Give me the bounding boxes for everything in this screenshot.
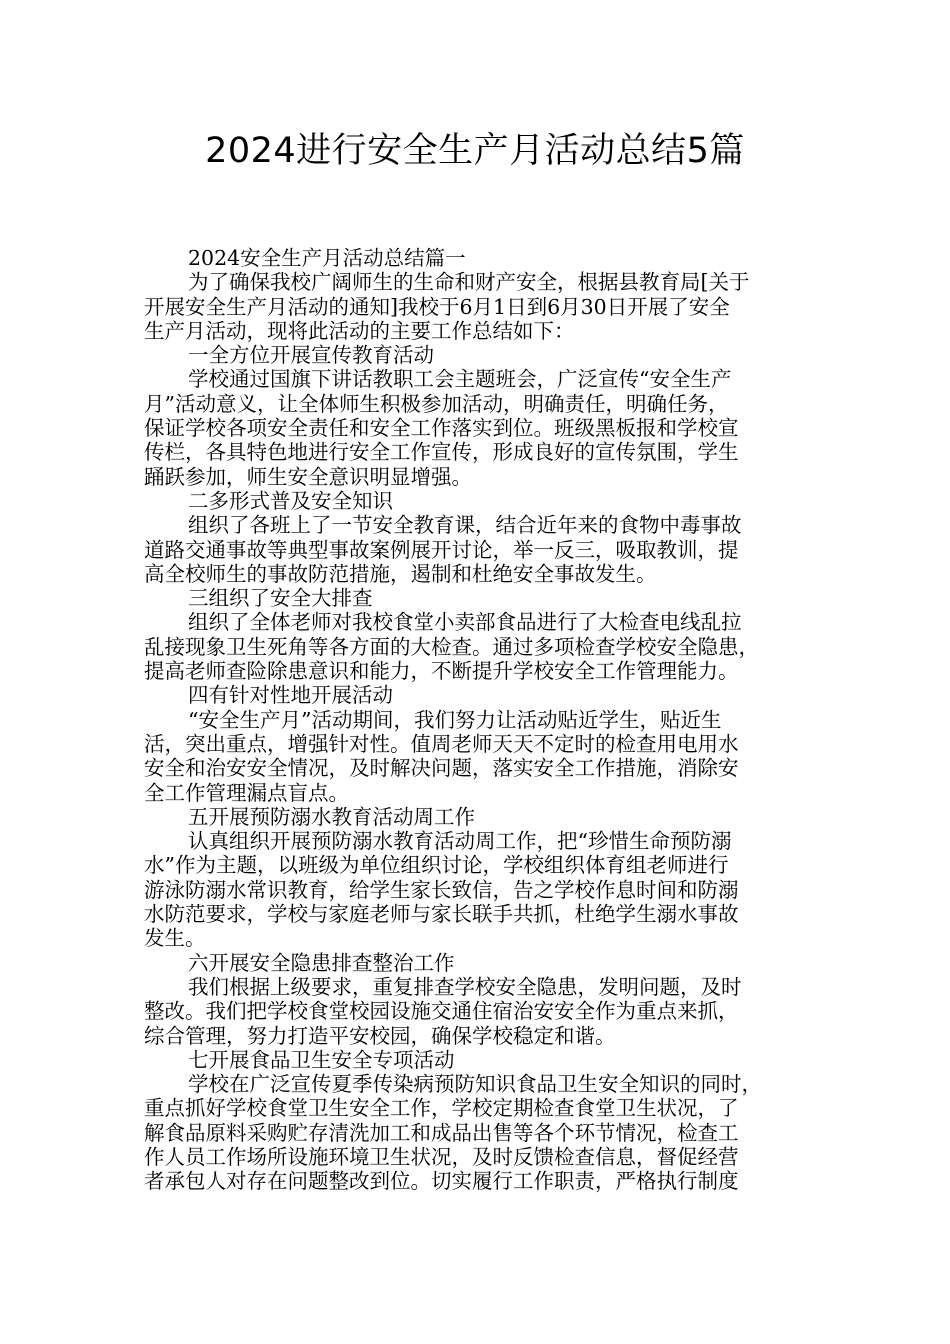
- body-line: 学校在广泛宣传夏季传染病预防知识食品卫生安全知识的同时，: [188, 1072, 762, 1097]
- body-line: 三组织了安全大排查: [188, 586, 373, 611]
- body-line: 保证学校各项安全责任和安全工作落实到位。班级黑板报和学校宣: [144, 416, 739, 441]
- body-line: 生产月活动，现将此活动的主要工作总结如下：: [144, 318, 575, 343]
- body-line: 踊跃参加，师生安全意识明显增强。: [144, 464, 472, 489]
- body-line: 二多形式普及安全知识: [188, 488, 393, 513]
- body-line: 认真组织开展预防溺水教育活动周工作，把“珍惜生命预防溺: [188, 829, 732, 854]
- document-body: [144, 246, 824, 1194]
- body-line: 高全校师生的事故防范措施，遏制和杜绝安全事故发生。: [144, 561, 657, 586]
- body-line: 水”作为主题，以班级为单位组织讨论，学校组织体育组老师进行: [144, 853, 729, 878]
- document-title: 2024进行安全生产月活动总结5篇: [205, 131, 745, 171]
- body-line: 我们根据上级要求，重复排查学校安全隐患，发明问题，及时: [188, 974, 742, 999]
- body-line: 乱接现象卫生死角等各方面的大检查。通过多项检查学校安全隐患，: [144, 634, 759, 659]
- body-line: 解食品原料采购贮存清洗加工和成品出售等各个环节情况，检查工: [144, 1120, 739, 1145]
- body-line: 四有针对性地开展活动: [188, 683, 393, 708]
- body-line: 传栏，各具特色地进行安全工作宣传，形成良好的宣传氛围，学生: [144, 440, 739, 465]
- body-line: 整改。我们把学校食堂校园设施交通住宿治安安全作为重点来抓，: [144, 999, 739, 1024]
- body-line: 2024安全生产月活动总结篇一: [188, 246, 466, 270]
- body-line: 游泳防溺水常识教育，给学生家长致信，告之学校作息时间和防溺: [144, 877, 739, 902]
- body-line: 一全方位开展宣传教育活动: [188, 343, 434, 368]
- body-line: 全工作管理漏点盲点。: [144, 780, 349, 805]
- body-line: 者承包人对存在问题整改到位。切实履行工作职责，严格执行制度: [144, 1169, 739, 1194]
- body-line: “安全生产月”活动期间，我们努力让活动贴近学生，贴近生: [188, 707, 722, 732]
- body-line: 综合管理，努力打造平安校园，确保学校稳定和谐。: [144, 1023, 616, 1048]
- body-line: 开展安全生产月活动的通知]我校于6月1日到6月30日开展了安全: [144, 294, 730, 319]
- body-line: 月”活动意义，让全体师生积极参加活动，明确责任，明确任务，: [144, 391, 729, 416]
- body-line: 为了确保我校广阔师生的生命和财产安全，根据县教育局[关于: [188, 270, 750, 295]
- body-line: 六开展安全隐患排查整治工作: [188, 950, 455, 975]
- body-line: 学校通过国旗下讲话教职工会主题班会，广泛宣传“安全生产: [188, 367, 732, 392]
- body-line: 发生。: [144, 926, 206, 951]
- body-line: 作人员工作场所设施环境卫生状况，及时反馈检查信息，督促经营: [144, 1144, 739, 1169]
- body-line: 道路交通事故等典型事故案例展开讨论，举一反三，吸取教训，提: [144, 537, 739, 562]
- body-line: 组织了全体老师对我校食堂小卖部食品进行了大检查电线乱拉: [188, 610, 742, 635]
- body-line: 重点抓好学校食堂卫生安全工作，学校定期检查食堂卫生状况，了: [144, 1096, 739, 1121]
- body-line: 组织了各班上了一节安全教育课，结合近年来的食物中毒事故: [188, 513, 742, 538]
- body-line: 水防范要求，学校与家庭老师与家长联手共抓，杜绝学生溺水事故: [144, 902, 739, 927]
- body-line: 七开展食品卫生安全专项活动: [188, 1047, 455, 1072]
- body-line: 五开展预防溺水教育活动周工作: [188, 804, 475, 829]
- body-line: 提高老师查险除患意识和能力，不断提升学校安全工作管理能力。: [144, 659, 739, 684]
- body-line: 安全和治安安全情况，及时解决问题，落实安全工作措施，消除安: [144, 756, 739, 781]
- body-line: 活，突出重点，增强针对性。值周老师天天不定时的检查用电用水: [144, 731, 739, 756]
